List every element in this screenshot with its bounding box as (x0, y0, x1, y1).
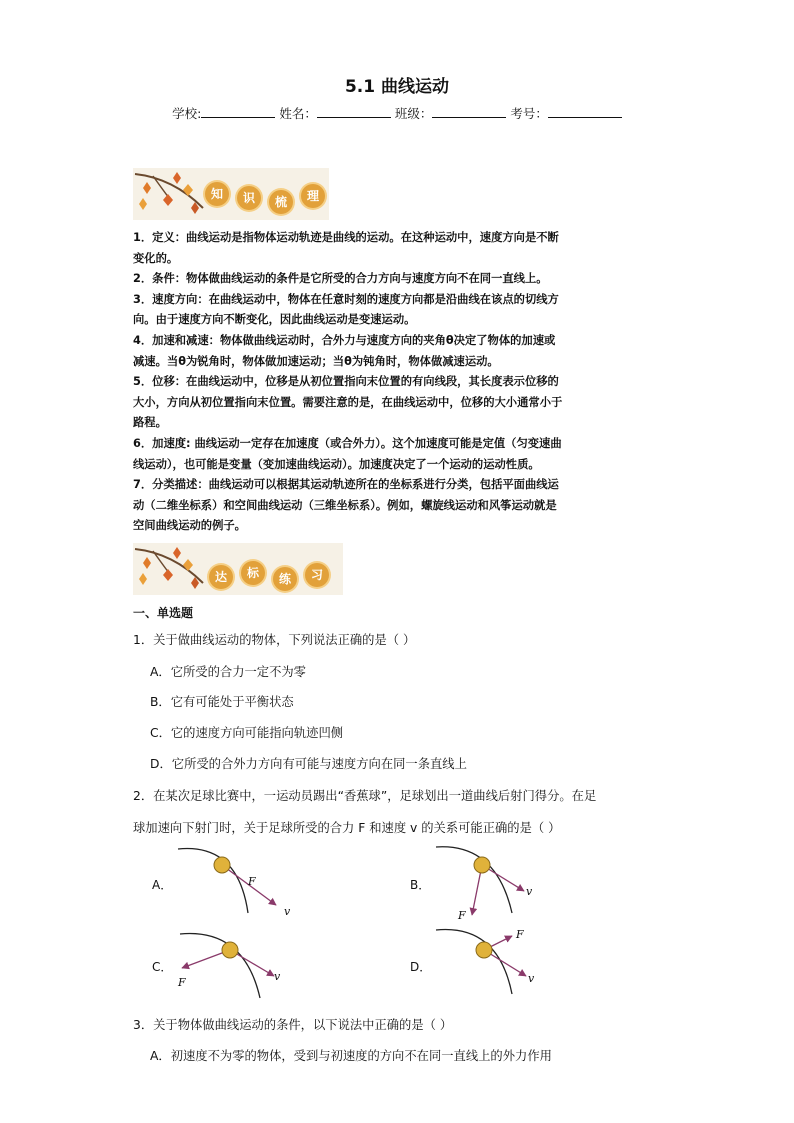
knowledge-line: 1．定义：曲线运动是指物体运动轨迹是曲线的运动。在这种运动中，速度方向是不断 (133, 231, 559, 244)
name-blank[interactable] (317, 105, 391, 118)
exam-no-label: 考号： (510, 106, 548, 121)
q2-option-c-label[interactable]: C． (152, 960, 173, 974)
force-label: F (458, 909, 466, 922)
knowledge-line: 7．分类描述：曲线运动可以根据其运动轨迹所在的坐标系进行分类，包括平面曲线运 (133, 478, 559, 492)
exam-no-blank[interactable] (548, 105, 622, 118)
school-label: 学校: (172, 106, 202, 121)
knowledge-line: 线运动），也可能是变量（变加速曲线运动）。加速度决定了一个运动的运动性质。 (133, 457, 540, 471)
school-blank[interactable] (201, 105, 275, 118)
velocity-label: v (528, 972, 535, 985)
banner2-char-4: 习 (305, 563, 329, 587)
knowledge-line: 减速。当θ为锐角时，物体做加速运动；当θ为钝角时，物体做减速运动。 (133, 354, 499, 368)
q2-stem-line1: 2．在某次足球比赛中，一运动员踢出“香蕉球”，足球划出一道曲线后射门得分。在足 (133, 789, 597, 803)
class-blank[interactable] (432, 105, 506, 118)
force-label: F (516, 928, 524, 941)
name-label: 姓名： (279, 106, 317, 121)
knowledge-line: 5．位移：在曲线运动中，位移是从初位置指向末位置的有向线段，其长度表示位移的 (133, 375, 559, 389)
knowledge-line: 变化的。 (133, 251, 179, 265)
q2-option-d-figure[interactable] (436, 924, 556, 1004)
knowledge-line: 大小，方向从初位置指向末位置。需要注意的是，在曲线运动中，位移的大小通常小于 (133, 395, 563, 409)
banner1-char-3: 梳 (269, 190, 293, 214)
banner2-char-3: 练 (273, 567, 297, 591)
knowledge-line: 3．速度方向：在曲线运动中，物体在任意时刻的速度方向都是沿曲线在该点的切线方 (133, 292, 559, 306)
q2-option-b-label[interactable]: B． (410, 878, 431, 892)
knowledge-line: 向。由于速度方向不断变化，因此曲线运动是变速运动。 (133, 313, 416, 327)
banner2-char-2: 标 (241, 561, 265, 585)
q2-option-a-figure[interactable] (178, 843, 298, 923)
q2-option-c-figure[interactable] (170, 928, 290, 1004)
knowledge-line: 2．条件：物体做曲线运动的条件是它所受的合力方向与速度方向不在同一直线上。 (133, 272, 548, 286)
banner1-char-2: 识 (237, 186, 261, 210)
page-title: 5.1 曲线运动 (344, 77, 450, 97)
velocity-label: v (284, 905, 291, 918)
knowledge-line: 6．加速度: 曲线运动一定存在加速度（或合外力）。这个加速度可能是定值（匀变速曲 (133, 436, 562, 450)
q2-option-d-label[interactable]: D． (410, 960, 432, 974)
banner2-char-1: 达 (209, 565, 233, 589)
q1-option-c[interactable]: C．它的速度方向可能指向轨迹凹侧 (150, 726, 344, 740)
student-info-line (0, 104, 794, 122)
q1-option-b[interactable]: B．它有可能处于平衡状态 (150, 695, 294, 709)
q1-option-a[interactable]: A．它所受的合力一定不为零 (150, 665, 306, 679)
force-label: F (248, 875, 256, 888)
class-label: 班级： (394, 106, 433, 121)
banner1-char-1: 知 (205, 182, 229, 206)
knowledge-line: 动（二维坐标系）和空间曲线运动（三维坐标系）。例如，螺旋线运动和风筝运动就是 (133, 498, 557, 512)
force-label: F (178, 976, 186, 989)
q1-stem: 1．关于做曲线运动的物体，下列说法正确的是（ ） (133, 633, 416, 647)
q1-option-d[interactable]: D．它所受的合外力方向有可能与速度方向在同一条直线上 (150, 757, 467, 771)
knowledge-line: 空间曲线运动的例子。 (133, 519, 246, 533)
velocity-label: v (274, 970, 281, 983)
q2-option-b-figure[interactable] (436, 843, 556, 923)
q3-option-a[interactable]: A．初速度不为零的物体，受到与初速度的方向不在同一直线上的外力作用 (150, 1049, 552, 1063)
knowledge-summary (133, 228, 663, 537)
q3-stem: 3．关于物体做曲线运动的条件，以下说法中正确的是（ ） (133, 1018, 453, 1032)
banner1-char-4: 理 (301, 184, 325, 208)
q2-option-a-label[interactable]: A． (152, 878, 173, 892)
section-heading: 一、单选题 (133, 606, 194, 620)
knowledge-banner (133, 168, 329, 220)
maple-branch-icon (133, 168, 329, 220)
knowledge-line: 4．加速和减速：物体做曲线运动时，合外力与速度方向的夹角θ决定了物体的加速或 (133, 333, 556, 347)
practice-banner (133, 543, 343, 595)
velocity-label: v (526, 885, 533, 898)
knowledge-line: 路程。 (133, 416, 167, 430)
q2-stem-line2: 球加速向下射门时，关于足球所受的合力 F 和速度 v 的关系可能正确的是（ ） (133, 821, 561, 835)
